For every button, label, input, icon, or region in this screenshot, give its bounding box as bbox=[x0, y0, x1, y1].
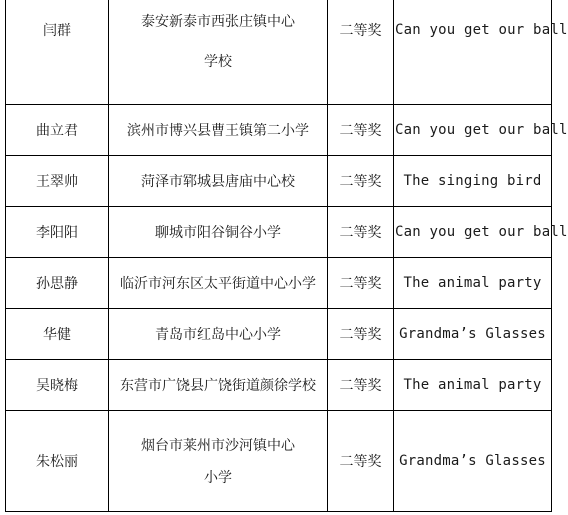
work-title-cell: The animal party bbox=[394, 360, 552, 411]
award-cell: 二等奖 bbox=[328, 105, 394, 156]
work-title-cell: Can you get our ball bbox=[394, 105, 552, 156]
school-cell: 菏泽市郓城县唐庙中心校 bbox=[109, 156, 328, 207]
winner-name-cell: 朱松丽 bbox=[6, 411, 109, 512]
award-cell: 二等奖 bbox=[328, 258, 394, 309]
winner-name-cell: 曲立君 bbox=[6, 105, 109, 156]
table-row bbox=[6, 309, 552, 360]
school-cell bbox=[109, 411, 328, 512]
winner-name-cell: 华健 bbox=[6, 309, 109, 360]
winner-name-cell: 李阳阳 bbox=[6, 207, 109, 258]
winner-name-cell: 闫群 bbox=[6, 0, 109, 105]
work-title-cell: The animal party bbox=[394, 258, 552, 309]
award-cell: 二等奖 bbox=[328, 0, 394, 105]
work-title-cell: Grandma’s Glasses bbox=[394, 411, 552, 512]
table-row bbox=[6, 258, 552, 309]
table-row bbox=[6, 156, 552, 207]
winner-name-cell: 吴晓梅 bbox=[6, 360, 109, 411]
award-cell: 二等奖 bbox=[328, 411, 394, 512]
work-title-cell: The singing bird bbox=[394, 156, 552, 207]
awards-table bbox=[5, 0, 568, 512]
school-cell: 临沂市河东区太平街道中心小学 bbox=[109, 258, 328, 309]
school-cell: 青岛市红岛中心小学 bbox=[109, 309, 328, 360]
work-title-cell: Can you get our ball bbox=[394, 207, 552, 258]
award-cell: 二等奖 bbox=[328, 156, 394, 207]
work-title-cell: Grandma’s Glasses bbox=[394, 309, 552, 360]
school-line-2: 学校 bbox=[204, 54, 232, 70]
school-cell bbox=[109, 0, 328, 105]
table-row bbox=[6, 360, 552, 411]
table-row bbox=[6, 0, 552, 105]
work-title-cell: Can you get our ball bbox=[394, 0, 552, 105]
award-cell: 二等奖 bbox=[328, 360, 394, 411]
school-line-2: 小学 bbox=[204, 470, 232, 486]
table-row bbox=[6, 105, 552, 156]
school-cell: 聊城市阳谷铜谷小学 bbox=[109, 207, 328, 258]
award-cell: 二等奖 bbox=[328, 309, 394, 360]
school-line-1: 泰安新泰市西张庄镇中心 bbox=[141, 14, 295, 30]
winner-name-cell: 孙思静 bbox=[6, 258, 109, 309]
table-row bbox=[6, 411, 552, 512]
school-cell: 滨州市博兴县曹王镇第二小学 bbox=[109, 105, 328, 156]
school-line-1: 烟台市莱州市沙河镇中心 bbox=[141, 438, 295, 454]
award-cell: 二等奖 bbox=[328, 207, 394, 258]
school-cell: 东营市广饶县广饶街道颜徐学校 bbox=[109, 360, 328, 411]
table-row bbox=[6, 207, 552, 258]
winner-name-cell: 王翠帅 bbox=[6, 156, 109, 207]
